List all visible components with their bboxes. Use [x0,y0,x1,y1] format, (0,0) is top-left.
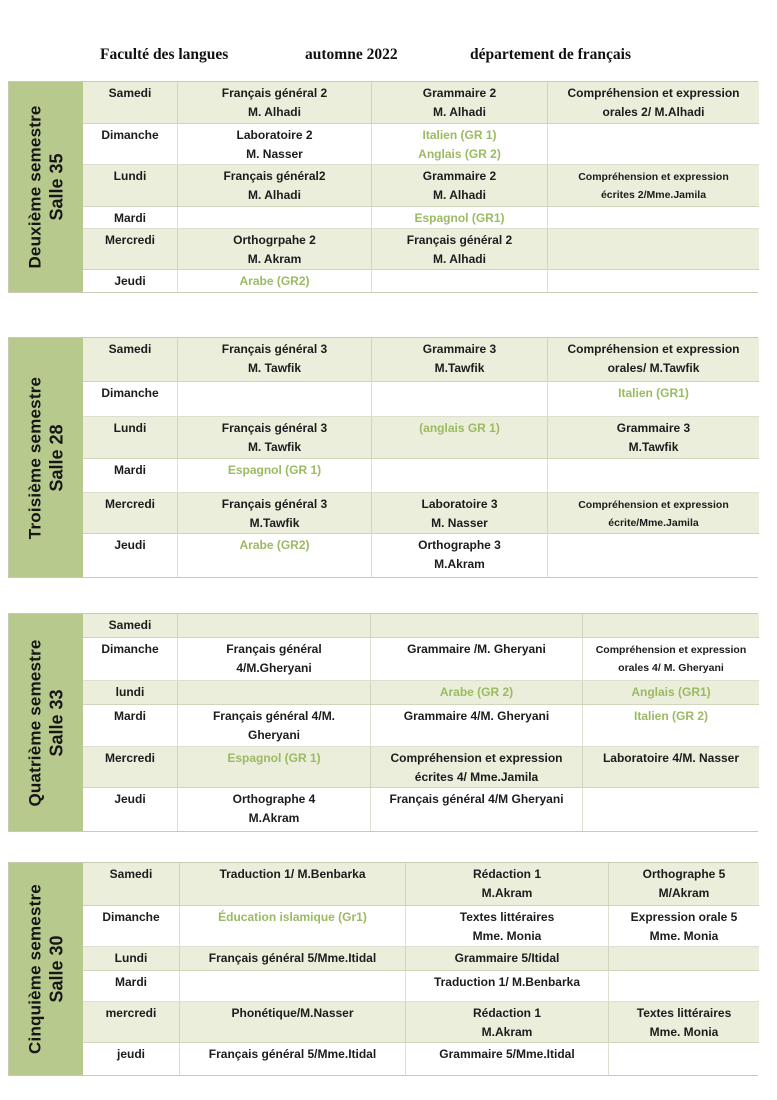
day-label: mercredi [105,1005,157,1020]
schedule-cell [178,229,372,271]
course-line: M. Alhadi [433,251,486,266]
day-label: Jeudi [114,538,146,553]
day-label: jeudi [116,1047,145,1062]
schedule-cell [583,788,759,831]
schedule-row [83,971,759,1002]
schedule-cell [178,459,372,493]
course-line: Compréhension et expression [578,498,729,511]
day-cell [83,338,178,382]
schedule-row [83,1002,759,1044]
course-line: Mme. Monia [649,928,719,943]
schedule-cell [609,1043,759,1075]
schedule-cell [548,124,759,166]
day-label: lundi [115,685,145,700]
day-label: Mercredi [104,232,156,247]
semester-table [8,862,758,1076]
day-label: Lundi [113,421,147,436]
day-cell [83,417,178,459]
day-cell [83,906,180,948]
semester-sidebar [9,863,83,1075]
course-line: Français général 5/Mme.Itidal [208,1047,377,1062]
schedule-cell [178,417,372,459]
day-cell [83,382,178,418]
schedule-cell [178,493,372,535]
course-line: (anglais GR 1) [419,421,500,436]
header-department: département de français [470,46,631,63]
course-line: Orthographe 5 [642,867,726,881]
course-line: M. Alhadi [248,188,301,203]
course-line: M. Nasser [431,515,488,530]
day-label: Dimanche [101,385,159,400]
header-term: automne 2022 [305,46,398,63]
schedule-cell [372,459,548,493]
schedule-row [83,270,759,292]
schedule-cell [180,906,406,948]
course-line: M. Alhadi [433,105,486,119]
schedule-cell [548,493,759,535]
course-line: Français général [226,641,322,656]
day-cell [83,207,178,229]
course-line: Grammaire 2 [422,169,497,184]
semester-table [8,81,758,293]
schedule-grid [83,614,759,831]
schedule-row [83,788,759,831]
course-line: orales 4/ M. Gheryani [618,661,724,674]
course-line: Grammaire 3 [616,421,691,436]
schedule-row [83,207,759,229]
schedule-cell [178,638,371,682]
course-line: Traduction 1/ M.Benbarka [219,867,366,881]
schedule-cell [178,788,371,831]
course-line: Français général 3 [221,421,328,436]
header-faculty: Faculté des langues [100,46,229,63]
schedule-grid [83,863,759,1075]
course-line: Traduction 1/ M.Benbarka [433,974,581,989]
course-line: M.Akram [481,1024,533,1039]
course-line: Textes littéraires [459,909,555,924]
day-label: Mercredi [104,750,156,765]
course-line: Français général 2 [406,232,513,247]
schedule-cell [178,124,372,166]
day-cell [83,947,180,971]
day-cell [83,638,178,682]
day-label: Mardi [113,709,146,724]
schedule-cell [583,681,759,705]
room-name: Salle 33 [46,688,67,757]
room-name: Salle 30 [46,935,67,1003]
course-line: écrites 2/Mme.Jamila [600,189,707,202]
course-line: Phonétique/M.Nasser [231,1005,354,1020]
semester-sidebar-label [25,884,68,1054]
course-line: Espagnol (GR 1) [227,463,322,477]
schedule-cell [406,906,609,948]
schedule-cell [609,863,759,906]
day-cell [83,863,180,906]
semester-name: Troisième semestre [25,376,45,539]
schedule-row [83,229,759,271]
day-label: Samedi [109,867,153,881]
semester-sidebar-label [25,105,68,268]
course-line: Arabe (GR 2) [439,685,514,700]
day-cell [83,82,178,124]
course-line: Textes littéraires [636,1005,732,1020]
schedule-cell [178,82,372,124]
course-line: Espagnol (GR1) [414,210,505,225]
schedule-cell [406,863,609,906]
course-line: Gheryani [247,728,301,743]
day-cell [83,270,178,292]
course-line: Français général 2 [221,86,328,100]
day-label: Mardi [114,974,147,989]
course-line: écrite/Mme.Jamila [608,516,699,529]
course-line: 4/M.Gheryani [236,660,312,675]
schedule-grid [83,338,759,577]
course-line: Rédaction 1 [472,867,541,881]
schedule-cell [548,207,759,229]
schedule-cell [548,270,759,292]
course-line: Orthographe 3 [418,538,501,553]
course-line: M/Akram [658,886,710,900]
course-line: Grammaire /M. Gheryani [407,641,546,656]
schedule-cell [548,165,759,207]
schedule-cell [548,382,759,418]
day-cell [83,124,178,166]
schedule-row [83,906,759,948]
course-line: M.Tawfik [434,361,485,375]
schedule-row [83,82,759,124]
day-cell [83,165,178,207]
course-line: Espagnol (GR 1) [227,750,321,765]
schedule-cell [180,971,406,1002]
schedule-cell [372,382,548,418]
schedule-cell [178,207,372,229]
schedule-row [83,124,759,166]
schedule-cell [372,82,548,124]
course-line: écrites 4/ Mme.Jamila [414,769,539,784]
schedule-row [83,947,759,971]
course-line: orales 2/ M.Alhadi [602,105,705,119]
schedule-cell [548,82,759,124]
course-line: M. Tawfik [247,361,302,375]
course-line: M. Alhadi [248,105,301,119]
semester-sidebar [9,614,83,831]
course-line: Anglais (GR1) [631,685,711,700]
course-line: Arabe (GR2) [239,538,310,553]
day-label: Dimanche [101,127,159,142]
schedule-cell [180,1043,406,1075]
course-line: Français général 5/Mme.Itidal [208,951,377,966]
schedule-cell [178,705,371,747]
course-line: Mme. Monia [649,1024,719,1039]
schedule-cell [372,165,548,207]
schedule-cell [583,747,759,789]
schedule-cell [178,614,371,638]
schedule-cell [548,417,759,459]
schedule-cell [406,947,609,971]
schedule-cell [371,638,583,682]
schedule-cell [371,788,583,831]
schedule-cell [609,906,759,948]
course-line: Compréhension et expression [578,171,729,184]
day-cell [83,788,178,831]
schedule-row [83,417,759,459]
semester-table [8,613,758,832]
day-cell [83,459,178,493]
schedule-cell [372,207,548,229]
schedule-row [83,614,759,638]
course-line: Laboratoire 4/M. Nasser [602,750,740,765]
document-header [0,46,777,70]
course-line: Grammaire 5/Itidal [454,951,560,966]
course-line: Orthogrpahe 2 [233,232,316,247]
course-line: Orthographe 4 [232,792,316,807]
schedule-cell [372,493,548,535]
semester-table [8,337,758,578]
day-cell [83,534,178,577]
course-line: M.Akram [481,886,533,900]
day-cell [83,1002,180,1044]
day-label: Mardi [113,210,146,225]
schedule-grid [83,82,759,292]
course-line: Grammaire 3 [422,342,497,356]
room-name: Salle 28 [46,423,67,492]
course-line: M. Tawfik [247,440,302,455]
schedule-cell [372,229,548,271]
schedule-cell [178,338,372,382]
course-line: M. Akram [247,251,302,266]
semester-name: Deuxième semestre [25,105,45,269]
day-label: Samedi [108,86,152,100]
day-label: Samedi [108,618,152,632]
semester-sidebar-label [25,639,68,806]
day-label: Jeudi [114,792,146,807]
course-line: M.Tawfik [249,515,300,530]
schedule-cell [548,338,759,382]
schedule-cell [178,534,372,577]
course-line: M.Tawfik [628,440,679,455]
day-label: Samedi [108,342,152,356]
day-cell [83,614,178,638]
schedule-cell [583,614,759,638]
semester-sidebar [9,82,83,292]
schedule-cell [372,534,548,577]
schedule-cell [583,705,759,747]
schedule-row [83,681,759,705]
schedule-row [83,165,759,207]
day-label: Mercredi [104,496,156,511]
day-cell [83,681,178,705]
course-line: M.Akram [248,811,300,826]
course-line: Grammaire 5/Mme.Itidal [439,1047,575,1062]
course-line: Laboratoire 3 [421,496,498,511]
schedule-cell [178,681,371,705]
course-line: Expression orale 5 [630,909,738,924]
course-line: Compréhension et expression [390,750,563,765]
course-line: Anglais (GR 2) [418,146,501,161]
course-line: Compréhension et expression [567,86,740,100]
schedule-row [83,1043,759,1075]
course-line: Français général 3 [221,342,328,356]
schedule-row [83,493,759,535]
course-line: Français général 3 [221,496,328,511]
schedule-cell [406,971,609,1002]
schedule-cell [371,681,583,705]
course-line: Arabe (GR2) [239,274,310,289]
schedule-cell [372,417,548,459]
schedule-row [83,534,759,577]
schedule-cell [178,165,372,207]
day-cell [83,705,178,747]
schedule-cell [548,534,759,577]
day-cell [83,493,178,535]
course-line: Laboratoire 2 [236,127,313,142]
course-line: Français général 4/M Gheryani [389,792,564,807]
schedule-cell [609,971,759,1002]
day-label: Jeudi [114,274,146,289]
day-cell [83,971,180,1002]
schedule-cell [180,863,406,906]
schedule-cell [548,229,759,271]
schedule-cell [406,1043,609,1075]
schedule-cell [609,1002,759,1044]
semester-sidebar-label [25,376,68,538]
room-name: Salle 35 [46,153,67,221]
schedule-row [83,638,759,682]
schedule-cell [372,270,548,292]
course-line: Compréhension et expression [567,342,740,356]
course-line: Rédaction 1 [472,1005,541,1020]
course-line: Italien (GR 1) [422,127,497,142]
schedule-row [83,705,759,747]
day-label: Lundi [114,951,148,966]
schedule-cell [406,1002,609,1044]
day-cell [83,747,178,789]
semester-name: Quatrième semestre [25,638,45,807]
schedule-cell [178,747,371,789]
day-label: Dimanche [101,641,159,656]
day-label: Dimanche [102,909,160,924]
schedule-cell [372,124,548,166]
schedule-row [83,382,759,418]
schedule-cell [180,1002,406,1044]
course-line: M.Akram [434,557,485,572]
course-line: Italien (GR1) [618,385,689,400]
schedule-cell [371,747,583,789]
schedule-cell [178,382,372,418]
course-line: Français général 4/M. [212,709,336,724]
schedule-row [83,338,759,382]
schedule-cell [583,638,759,682]
schedule-cell [609,947,759,971]
course-line: M. Alhadi [433,188,486,203]
schedule-row [83,459,759,493]
course-line: Compréhension et expression [595,643,747,656]
course-line: Français général2 [223,169,326,184]
schedule-cell [548,459,759,493]
schedule-row [83,863,759,906]
course-line: Éducation islamique (Gr1) [218,909,367,924]
day-cell [83,229,178,271]
course-line: M. Nasser [246,146,303,161]
course-line: Grammaire 2 [422,86,497,100]
day-cell [83,1043,180,1075]
schedule-cell [180,947,406,971]
course-line: Grammaire 4/M. Gheryani [403,709,550,724]
course-line: orales/ M.Tawfik [607,361,700,375]
schedule-row [83,747,759,789]
schedule-cell [372,338,548,382]
semester-sidebar [9,338,83,577]
course-line: Italien (GR 2) [633,709,708,724]
semester-name: Cinquième semestre [25,884,45,1054]
schedule-cell [371,705,583,747]
schedule-cell [178,270,372,292]
schedule-cell [371,614,583,638]
course-line: Mme. Monia [472,928,542,943]
day-label: Lundi [113,169,147,184]
day-label: Mardi [113,463,146,477]
